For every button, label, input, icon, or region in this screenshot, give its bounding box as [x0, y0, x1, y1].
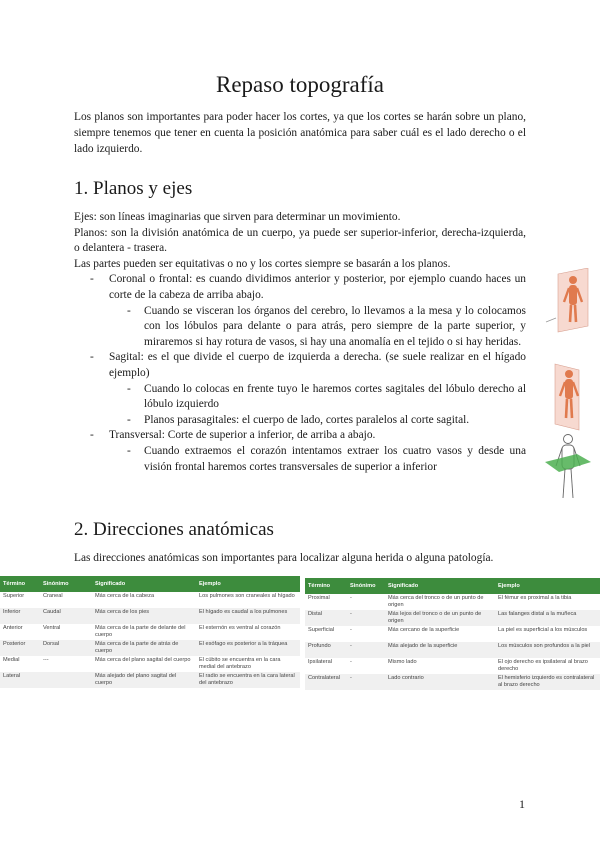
table-cell: Más cerca de los pies — [92, 608, 196, 624]
table-cell: Los músculos son profundos a la piel — [495, 642, 600, 658]
transversal-sublist — [109, 444, 526, 475]
list-item — [74, 428, 526, 475]
table-cell: Más lejos del tronco o de un punto de origen — [385, 610, 495, 626]
column-header: Significado — [92, 576, 196, 592]
table-cell: Craneal — [43, 593, 63, 599]
table-cell — [40, 672, 92, 688]
table-cell: Lateral — [0, 672, 40, 688]
table-cell: - — [347, 674, 385, 690]
section-heading-planos: 1. Planos y ejes — [74, 178, 193, 199]
ejes-paragraph: Ejes: son líneas imaginarias que sirven para determinar un movimiento. — [74, 211, 401, 223]
section-planos-body — [74, 210, 526, 475]
table-cell: - — [350, 627, 352, 633]
table-cell: Caudal — [40, 608, 92, 624]
table-row — [0, 592, 300, 608]
list-item — [74, 350, 526, 428]
table-row — [0, 608, 300, 624]
list-item: - Cuando lo colocas en frente tuyo le haremos cortes sagitales del lóbulo derecho al lóbulo izquierdo — [109, 382, 526, 413]
coronal-plane-illustration — [544, 268, 594, 340]
intro-paragraph: Los planos son importantes para poder hacer los cortes, ya que los cortes se harán sobre un plano, siempre tenemos que tener en cuenta la posición anatómica para saber cuál es el lado derecho o el lado izquierdo. — [74, 111, 526, 155]
table-row — [0, 640, 300, 656]
table-cell: La piel es superficial a los músculos — [498, 627, 588, 633]
anatomical-directions-table-right — [305, 578, 600, 690]
table-cell: - — [350, 659, 352, 665]
table-cell: Las falanges distal a la muñeca — [495, 610, 600, 626]
table-cell: Más alejado del plano sagital del cuerpo — [92, 672, 196, 688]
table-row — [0, 624, 300, 640]
table-cell: Más cerca del tronco o de un punto de origen — [388, 595, 484, 608]
column-header: Ejemplo — [196, 576, 300, 592]
transverse-plane-illustration — [543, 432, 593, 504]
table-cell: Profundo — [305, 642, 347, 658]
table-cell: Más cerca de la parte de delante del cuerpo — [95, 625, 186, 638]
table-cell: Superior — [3, 593, 25, 599]
table-cell: Lado contrario — [385, 674, 495, 690]
table-cell: El cúbito se encuentra en la cara medial del antebrazo — [199, 657, 281, 670]
table-cell: - — [350, 595, 352, 601]
direcciones-intro: Las direcciones anatómicas son importantes para localizar alguna herida o alguna patología. — [74, 552, 494, 564]
table-cell: Ventral — [43, 625, 61, 631]
column-header: Término — [305, 578, 347, 594]
table-cell: El ojo derecho es ipsilateral al brazo derecho — [498, 659, 588, 672]
table-cell: Los pulmones son craneales al hígado — [199, 593, 295, 599]
table-cell: Posterior — [0, 640, 40, 656]
sagittal-plane-illustration — [549, 362, 593, 432]
column-header: Sinónimo — [40, 576, 92, 592]
page-number: 1 — [519, 797, 525, 811]
table-cell: Mismo lado — [388, 659, 417, 665]
list-item — [74, 272, 526, 350]
coronal-sublist — [109, 304, 526, 351]
table-cell: - — [347, 610, 385, 626]
table-row — [0, 672, 300, 688]
table-cell: El fémur es proximal a la tibia — [498, 595, 572, 601]
table-row — [305, 642, 600, 658]
table-cell: Ipsilateral — [308, 659, 332, 665]
table-cell: El esófago es posterior a la tráquea — [196, 640, 300, 656]
partes-paragraph: Las partes pueden ser equitativas o no y los cortes siempre se basarán a los planos. — [74, 257, 451, 270]
table-cell: Medial — [3, 657, 20, 663]
table-row — [305, 594, 600, 610]
table-row — [305, 610, 600, 626]
table-cell: El esternón es ventral al corazón — [199, 625, 281, 631]
table-cell: Distal — [305, 610, 347, 626]
page-title: Repaso topografía — [216, 72, 384, 97]
column-header: Ejemplo — [495, 578, 600, 594]
table-cell: Más alejado de la superficie — [385, 642, 495, 658]
table-header-row — [0, 576, 300, 592]
table-row — [305, 626, 600, 642]
column-header: Significado — [385, 578, 495, 594]
column-header: Término — [0, 576, 40, 592]
table-cell: El radio se encuentra en la cara lateral del antebrazo — [196, 672, 300, 688]
table-cell: Inferior — [0, 608, 40, 624]
table-cell: --- — [43, 657, 49, 663]
sagital-sublist — [109, 382, 526, 429]
table-cell: Superficial — [308, 627, 335, 633]
table-header-row — [305, 578, 600, 594]
table-row — [0, 656, 300, 672]
list-item: - Cuando extraemos el corazón intentamos extraer los cuatro vasos y desde una visión frontal haremos cortes transversales de superior a inferior — [109, 444, 526, 475]
table-row — [305, 674, 600, 690]
table-cell: Proximal — [308, 595, 330, 601]
table-row — [305, 658, 600, 674]
table-cell: Dorsal — [40, 640, 92, 656]
planos-paragraph: Planos: son la división anatómica de un cuerpo, ya puede ser superior-inferior, derecha-izquierda, o delantera - trasera. — [74, 226, 526, 255]
table-cell: Más cerca del plano sagital del cuerpo — [95, 657, 191, 663]
table-cell: Más cercano de la superficie — [388, 627, 460, 633]
list-item: - Cuando se visceran los órganos del cerebro, lo llevamos a la mesa y lo colocamos con los lóbulos para delante o para atrás, pero siempre de la parte superior, y miraremos si hay rotura de vasos, si hay una anomalía en el tejido o si hay heridas. — [109, 304, 526, 351]
column-header: Sinónimo — [347, 578, 385, 594]
list-item: - Planos parasagitales: el cuerpo de lado, cortes paralelos al corte sagital. — [109, 413, 526, 429]
anatomical-directions-table-left — [0, 576, 300, 688]
section-heading-direcciones: 2. Direcciones anatómicas — [74, 519, 274, 540]
planes-list — [74, 272, 526, 475]
coronal-text: Coronal o frontal: es cuando dividimos anterior y posterior, por ejemplo cuando haces un corte de la cabeza de arriba abajo. — [109, 273, 526, 301]
table-cell: Más cerca de la parte de atrás de cuerpo — [92, 640, 196, 656]
table-cell: Anterior — [3, 625, 23, 631]
transversal-text: Transversal: Corte de superior a inferior, de arriba a abajo. — [109, 429, 376, 442]
sagital-text: Sagital: es el que divide el cuerpo de izquierda a derecha. (se suele realizar en el hígado ejemplo) — [109, 351, 526, 379]
table-cell: Contralateral — [305, 674, 347, 690]
table-cell: El hígado es caudal a los pulmones — [196, 608, 300, 624]
table-cell: El hemisferio izquierdo es contralateral al brazo derecho — [495, 674, 600, 690]
table-cell: - — [347, 642, 385, 658]
table-cell: Más cerca de la cabeza — [95, 593, 155, 599]
